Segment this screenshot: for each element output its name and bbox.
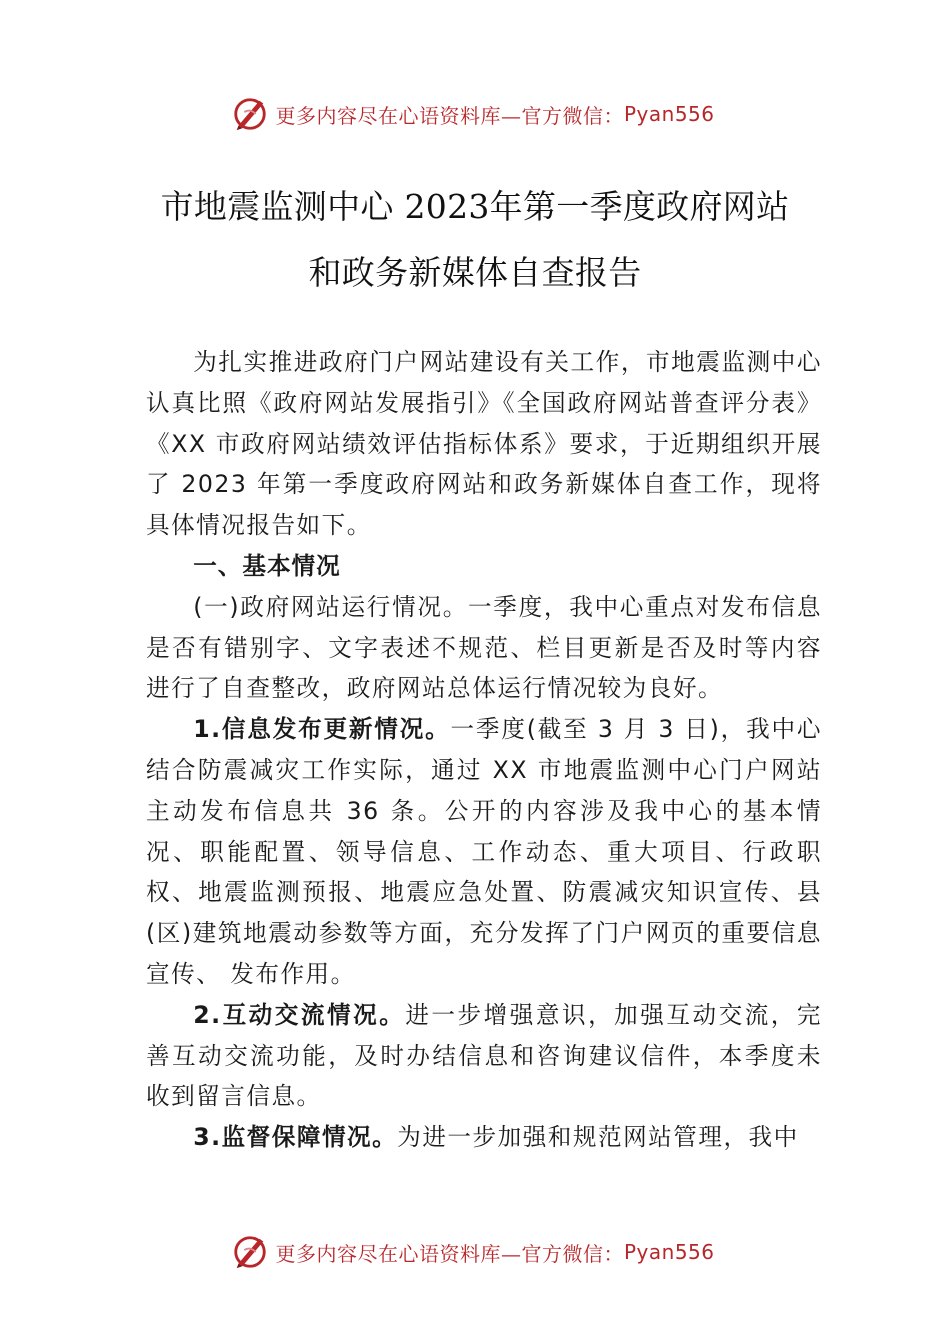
item-2-text: 进一步增强意识，加强互动交流，完善互动交流功能，及时办结信息和咨询建议信件，本季度未收到留言信息。 bbox=[146, 1000, 822, 1111]
header-wechat-id: Pyan556 bbox=[623, 102, 715, 126]
footer-banner bbox=[0, 1230, 950, 1274]
item-1-paragraph bbox=[146, 709, 822, 995]
item-3-text: 为进一步加强和规范网站管理，我中 bbox=[397, 1123, 799, 1152]
item-1-label: 1.信息发布更新情况。 bbox=[193, 715, 451, 744]
pen-circle-logo-icon bbox=[231, 95, 269, 133]
subsection-paragraph: (一)政府网站运行情况。一季度，我中心重点对发布信息是否有错别字、文字表述不规范、栏目更新是否及时等内容进行了自查整改，政府网站总体运行情况较为良好。 bbox=[146, 592, 822, 703]
item-2-label: 2.互动交流情况。 bbox=[193, 1000, 406, 1029]
item-3-label: 3.监督保障情况。 bbox=[193, 1123, 398, 1152]
item-3-paragraph bbox=[146, 1117, 822, 1158]
footer-banner-text: 更多内容尽在心语资料库—官方微信： bbox=[275, 1241, 624, 1266]
item-2-paragraph bbox=[146, 995, 822, 1117]
item-1-text: 一季度(截至 3 月 3 日)，我中心结合防震减灾工作实际，通过 XX 市地震监测中心门户网站主动发布信息共 36 条。公开的内容涉及我中心的基本情况、职能配置、领导信息、工作动态、重大项目、行政职权、地震监测预报、地震应急处置、防震减灾知识宣传、县(区)建筑地震动参数等方面，充分发挥了门户网页的重要信息宣传、 发布作用。 bbox=[146, 715, 822, 988]
document-body bbox=[146, 342, 822, 1158]
document-title-line2: 和政务新媒体自查报告 bbox=[308, 253, 642, 292]
footer-wechat-id: Pyan556 bbox=[623, 1240, 715, 1264]
section-heading: 一、基本情况 bbox=[193, 551, 341, 580]
pen-circle-logo-icon bbox=[231, 1233, 269, 1271]
header-banner bbox=[0, 92, 950, 136]
document-title-line1: 市地震监测中心 2023年第一季度政府网站 bbox=[160, 187, 790, 226]
header-banner-text: 更多内容尽在心语资料库—官方微信： bbox=[275, 103, 624, 128]
intro-paragraph: 为扎实推进政府门户网站建设有关工作，市地震监测中心认真比照《政府网站发展指引》《全国政府网站普查评分表》《XX 市政府网站绩效评估指标体系》要求，于近期组织开展了 2023 年第一季度政府网站和政务新媒体自查工作，现将具体情况报告如下。 bbox=[146, 348, 822, 540]
